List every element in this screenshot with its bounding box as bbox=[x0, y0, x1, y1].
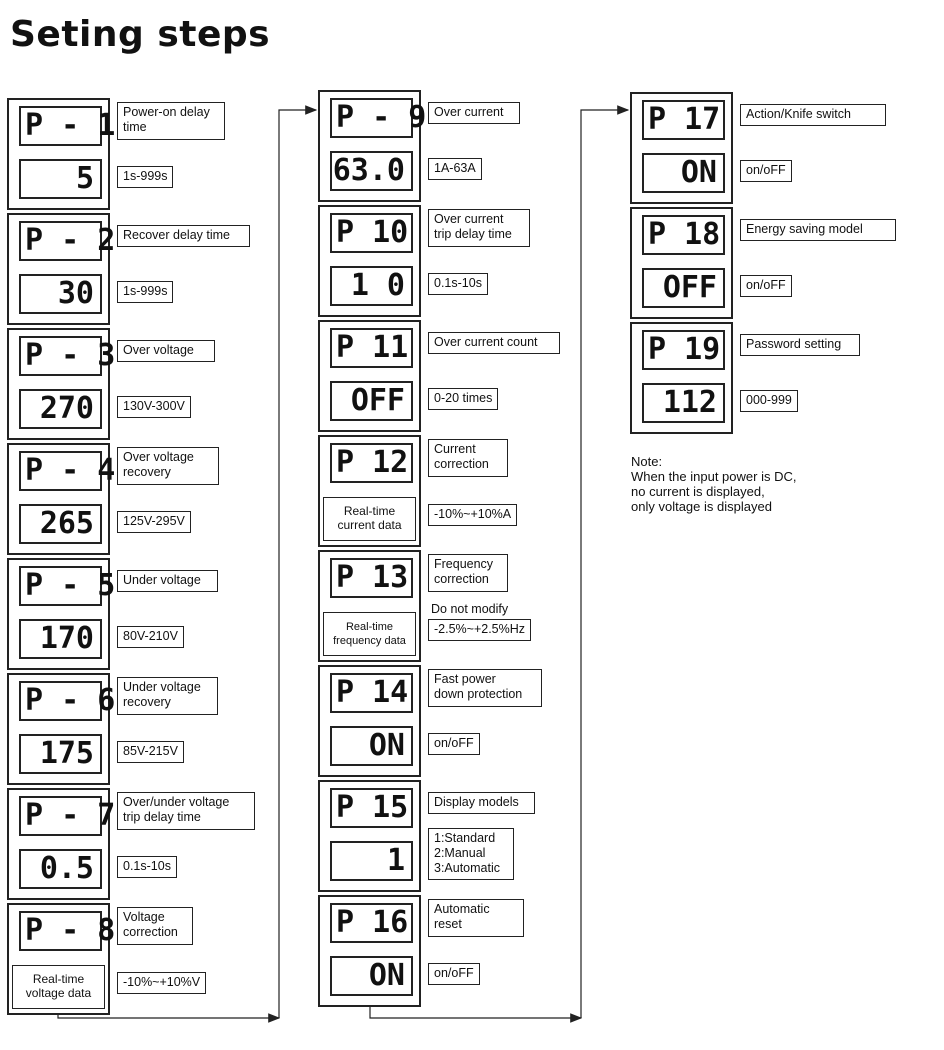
parameter-value-display: 30 bbox=[19, 274, 102, 314]
parameter-value-display: 1 0 bbox=[330, 266, 413, 306]
parameter-value-display: 265 bbox=[19, 504, 102, 544]
step-panel-p4 bbox=[7, 443, 116, 555]
step-panel-p6 bbox=[7, 673, 116, 785]
realtime-data-display: Real-time current data bbox=[323, 497, 416, 541]
parameter-code-display: P - 9 bbox=[330, 98, 413, 138]
parameter-range: 1s-999s bbox=[117, 281, 173, 303]
parameter-range: 0-20 times bbox=[428, 388, 498, 410]
parameter-range: on/oFF bbox=[428, 733, 480, 755]
parameter-label: Under voltage bbox=[117, 570, 218, 592]
step-panel-p9 bbox=[318, 90, 427, 202]
parameter-value-display: 63.0 bbox=[330, 151, 413, 191]
parameter-label: Over/under voltage trip delay time bbox=[117, 792, 255, 830]
parameter-code-display: P 12 bbox=[330, 443, 413, 483]
parameter-code-display: P - 8 bbox=[19, 911, 102, 951]
parameter-code-display: P 18 bbox=[642, 215, 725, 255]
dc-note: Note: When the input power is DC, no current is displayed, only voltage is displayed bbox=[631, 454, 797, 514]
parameter-value-display: 175 bbox=[19, 734, 102, 774]
step-panel-p13 bbox=[318, 550, 421, 662]
parameter-label: Current correction bbox=[428, 439, 508, 477]
step-panel-p18 bbox=[630, 207, 733, 319]
parameter-note: Do not modify bbox=[431, 602, 509, 616]
parameter-range: -2.5%~+2.5%Hz bbox=[428, 619, 531, 641]
step-panel-p3 bbox=[7, 328, 116, 440]
parameter-range: 1s-999s bbox=[117, 166, 173, 188]
parameter-label: Display models bbox=[428, 792, 535, 814]
parameter-code-display: P - 7 bbox=[19, 796, 102, 836]
flow-arrow-col1-top bbox=[279, 110, 316, 1018]
parameter-code-display: P 11 bbox=[330, 328, 413, 368]
parameter-value-display: 112 bbox=[642, 383, 725, 423]
step-panel-p1 bbox=[7, 98, 116, 210]
parameter-code-display: P 17 bbox=[642, 100, 725, 140]
parameter-label: Over current trip delay time bbox=[428, 209, 530, 247]
parameter-code-display: P - 5 bbox=[19, 566, 102, 606]
step-panel-p5 bbox=[7, 558, 116, 670]
parameter-range: 1:Standard 2:Manual 3:Automatic bbox=[428, 828, 514, 880]
parameter-code-display: P 19 bbox=[642, 330, 725, 370]
step-panel-p7 bbox=[7, 788, 116, 900]
parameter-code-display: P - 6 bbox=[19, 681, 102, 721]
realtime-data-display: Real-time frequency data bbox=[323, 612, 416, 656]
parameter-range: 85V-215V bbox=[117, 741, 184, 763]
parameter-value-display: ON bbox=[330, 726, 413, 766]
parameter-value-display: 1 bbox=[330, 841, 413, 881]
parameter-range: -10%~+10%A bbox=[428, 504, 517, 526]
parameter-label: Action/Knife switch bbox=[740, 104, 886, 126]
parameter-label: Automatic reset bbox=[428, 899, 524, 937]
parameter-range: on/oFF bbox=[740, 160, 792, 182]
parameter-label: Password setting bbox=[740, 334, 860, 356]
parameter-label: Over current bbox=[428, 102, 520, 124]
parameter-value-display: OFF bbox=[642, 268, 725, 308]
step-panel-p12 bbox=[318, 435, 421, 547]
parameter-value-display: 170 bbox=[19, 619, 102, 659]
parameter-value-display: OFF bbox=[330, 381, 413, 421]
parameter-range: 130V-300V bbox=[117, 396, 191, 418]
page-title: Seting steps bbox=[10, 14, 271, 55]
parameter-range: on/oFF bbox=[740, 275, 792, 297]
parameter-label: Over current count bbox=[428, 332, 560, 354]
parameter-label: Fast power down protection bbox=[428, 669, 542, 707]
realtime-data-display: Real-time voltage data bbox=[12, 965, 105, 1009]
parameter-label: Energy saving model bbox=[740, 219, 896, 241]
step-panel-p14 bbox=[318, 665, 421, 777]
parameter-label: Recover delay time bbox=[117, 225, 250, 247]
step-panel-p15 bbox=[318, 780, 421, 892]
parameter-code-display: P - 3 bbox=[19, 336, 102, 376]
parameter-range: 125V-295V bbox=[117, 511, 191, 533]
parameter-range: 0.1s-10s bbox=[428, 273, 488, 295]
parameter-range: 0.1s-10s bbox=[117, 856, 177, 878]
parameter-code-display: P - 2 bbox=[19, 221, 102, 261]
step-panel-p16 bbox=[318, 895, 421, 1007]
parameter-range: 80V-210V bbox=[117, 626, 184, 648]
parameter-code-display: P 14 bbox=[330, 673, 413, 713]
step-panel-p8 bbox=[7, 903, 116, 1015]
parameter-value-display: 0.5 bbox=[19, 849, 102, 889]
parameter-value-display: ON bbox=[330, 956, 413, 996]
step-panel-p19 bbox=[630, 322, 733, 434]
parameter-label: Over voltage recovery bbox=[117, 447, 219, 485]
parameter-code-display: P 16 bbox=[330, 903, 413, 943]
parameter-label: Power-on delay time bbox=[117, 102, 225, 140]
parameter-code-display: P - 1 bbox=[19, 106, 102, 146]
parameter-value-display: ON bbox=[642, 153, 725, 193]
parameter-code-display: P - 4 bbox=[19, 451, 102, 491]
step-panel-p11 bbox=[318, 320, 421, 432]
parameter-range: -10%~+10%V bbox=[117, 972, 206, 994]
parameter-range: on/oFF bbox=[428, 963, 480, 985]
parameter-code-display: P 13 bbox=[330, 558, 413, 598]
parameter-label: Voltage correction bbox=[117, 907, 193, 945]
parameter-code-display: P 10 bbox=[330, 213, 413, 253]
parameter-label: Under voltage recovery bbox=[117, 677, 218, 715]
step-panel-p2 bbox=[7, 213, 116, 325]
parameter-value-display: 270 bbox=[19, 389, 102, 429]
parameter-range: 000-999 bbox=[740, 390, 798, 412]
step-panel-p10 bbox=[318, 205, 421, 317]
flow-arrow-col2-top bbox=[581, 110, 628, 1018]
parameter-value-display: 5 bbox=[19, 159, 102, 199]
step-panel-p17 bbox=[630, 92, 733, 204]
parameter-label: Over voltage bbox=[117, 340, 215, 362]
parameter-code-display: P 15 bbox=[330, 788, 413, 828]
parameter-range: 1A-63A bbox=[428, 158, 482, 180]
parameter-label: Frequency correction bbox=[428, 554, 508, 592]
